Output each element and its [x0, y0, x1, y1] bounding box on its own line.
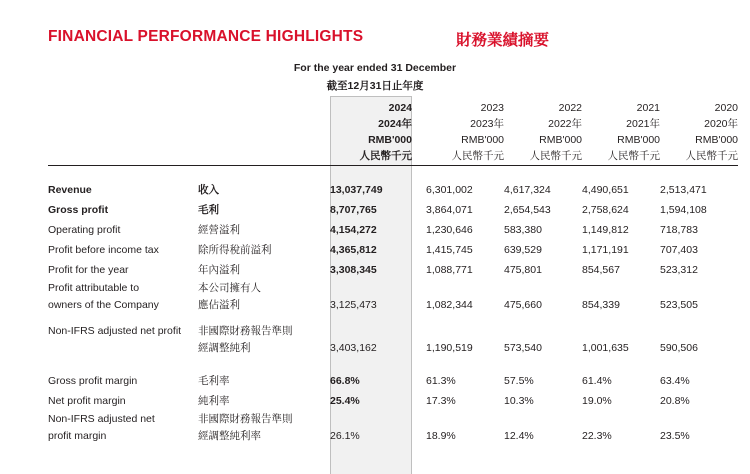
column-header-year-zh-2024: 2024年: [378, 118, 412, 130]
cell-profit-for-year-2023: 1,088,771: [426, 264, 473, 276]
cell-profit-before-tax-2022: 639,529: [504, 244, 542, 256]
row-label-zh-non-ifrs-margin-line2: 經調整純利率: [198, 430, 261, 442]
cell-gross-profit-2022: 2,654,543: [504, 204, 551, 216]
spacer: [48, 357, 738, 371]
header-spacer-en: [48, 100, 198, 116]
row-label-en-profit-attributable-line2: owners of the Company: [48, 299, 159, 311]
cell-profit-for-year-2020: 523,312: [660, 264, 698, 276]
cell-operating-profit-2020: 718,783: [660, 224, 698, 236]
cell-revenue-2022: 4,617,324: [504, 184, 551, 196]
column-header-year-2020: 2020: [714, 102, 738, 114]
cell-gross-profit-margin-2022: 57.5%: [504, 375, 534, 387]
column-header-unit-zh-2024: 人民幣千元: [359, 150, 412, 162]
cell-net-profit-margin-2020: 20.8%: [660, 395, 690, 407]
cell-revenue-2024: 13,037,749: [330, 184, 383, 196]
column-header-unit-zh-2023: 人民幣千元: [451, 150, 504, 162]
column-header-unit-2024: RMB'000: [368, 134, 412, 146]
table-header-unit-zh-row: [48, 148, 738, 164]
cell-operating-profit-2022: 583,380: [504, 224, 542, 236]
row-label-zh-revenue: 收入: [198, 184, 219, 196]
row-label-en-profit-before-tax: Profit before income tax: [48, 244, 159, 256]
row-label-zh-profit-for-year: 年內溢利: [198, 264, 240, 276]
financial-highlights-table: [48, 100, 738, 445]
cell-non-ifrs-net-profit-2023: 1,190,519: [426, 342, 473, 354]
cell-profit-attributable-2021: 854,339: [582, 299, 620, 311]
row-label-en-operating-profit: Operating profit: [48, 224, 121, 236]
row-label-en-profit-attributable-line1: Profit attributable to: [48, 282, 140, 294]
page-header: [0, 28, 750, 58]
table-row: [48, 220, 738, 240]
row-label-en-non-ifrs-margin-line2: profit margin: [48, 430, 107, 442]
column-header-year-2023: 2023: [480, 102, 504, 114]
column-header-year-2021: 2021: [636, 102, 660, 114]
cell-gross-profit-2021: 2,758,624: [582, 204, 629, 216]
cell-operating-profit-2021: 1,149,812: [582, 224, 629, 236]
column-header-year-2022: 2022: [558, 102, 582, 114]
cell-profit-for-year-2022: 475,801: [504, 264, 542, 276]
cell-profit-before-tax-2020: 707,403: [660, 244, 698, 256]
cell-net-profit-margin-2022: 10.3%: [504, 395, 534, 407]
row-label-en-non-ifrs-net-profit-line1: Non-IFRS adjusted net profit: [48, 325, 182, 337]
cell-profit-attributable-2024: 3,125,473: [330, 299, 377, 311]
row-label-zh-profit-before-tax: 除所得稅前溢利: [198, 244, 272, 256]
column-header-year-zh-2021: 2021年: [626, 118, 660, 130]
table-row: [48, 391, 738, 411]
cell-non-ifrs-margin-2021: 22.3%: [582, 430, 612, 442]
cell-profit-before-tax-2021: 1,171,191: [582, 244, 629, 256]
cell-revenue-2021: 4,490,651: [582, 184, 629, 196]
table-row: [48, 323, 738, 340]
row-label-zh-profit-attributable-line1: 本公司擁有人: [198, 282, 261, 294]
spacer: [48, 166, 738, 181]
column-header-unit-2021: RMB'000: [617, 134, 660, 146]
row-label-en-gross-profit: Gross profit: [48, 204, 109, 216]
cell-gross-profit-2023: 3,864,071: [426, 204, 473, 216]
column-header-unit-2023: RMB'000: [461, 134, 504, 146]
period-heading: [0, 62, 750, 93]
cell-non-ifrs-margin-2023: 18.9%: [426, 430, 456, 442]
period-heading-zh: 截至12月31日止年度: [326, 80, 424, 92]
cell-operating-profit-2024: 4,154,272: [330, 224, 377, 236]
period-heading-en: For the year ended 31 December: [293, 62, 457, 74]
row-label-en-non-ifrs-margin-line1: Non-IFRS adjusted net: [48, 413, 155, 425]
row-label-zh-non-ifrs-net-profit-line2: 經調整純利: [198, 342, 251, 354]
column-header-year-zh-2023: 2023年: [470, 118, 504, 130]
cell-profit-for-year-2021: 854,567: [582, 264, 620, 276]
cell-profit-for-year-2024: 3,308,345: [330, 264, 377, 276]
column-header-unit-zh-2020: 人民幣千元: [685, 150, 738, 162]
table-row: [48, 200, 738, 220]
table-header-unit-row: [48, 132, 738, 148]
row-label-en-profit-for-year: Profit for the year: [48, 264, 129, 276]
cell-gross-profit-margin-2020: 63.4%: [660, 375, 690, 387]
table-row: [48, 280, 738, 297]
cell-non-ifrs-margin-2022: 12.4%: [504, 430, 534, 442]
column-header-year-zh-2022: 2022年: [548, 118, 582, 130]
cell-gross-profit-2024: 8,707,765: [330, 204, 377, 216]
table-row: [48, 240, 738, 260]
row-label-zh-non-ifrs-margin-line1: 非國際財務報告準則: [198, 413, 293, 425]
cell-non-ifrs-net-profit-2021: 1,001,635: [582, 342, 629, 354]
page-title-en: FINANCIAL PERFORMANCE HIGHLIGHTS: [48, 28, 364, 45]
cell-profit-attributable-2020: 523,505: [660, 299, 698, 311]
table-row: [48, 297, 738, 314]
table-header-year-zh-row: [48, 116, 738, 132]
cell-non-ifrs-net-profit-2020: 590,506: [660, 342, 698, 354]
row-label-zh-non-ifrs-net-profit-line1: 非國際財務報告準則: [198, 325, 293, 337]
row-label-en-gross-profit-margin: Gross profit margin: [48, 375, 138, 387]
cell-gross-profit-margin-2023: 61.3%: [426, 375, 456, 387]
table-row: [48, 180, 738, 200]
table-header-year-row: [48, 100, 738, 116]
table-row: [48, 411, 738, 428]
row-label-en-net-profit-margin: Net profit margin: [48, 395, 126, 407]
row-label-en-non-ifrs-net-profit-line2: [48, 340, 198, 357]
cell-net-profit-margin-2021: 19.0%: [582, 395, 612, 407]
cell-revenue-2023: 6,301,002: [426, 184, 473, 196]
row-label-zh-gross-profit: 毛利: [198, 204, 219, 216]
row-label-zh-net-profit-margin: 純利率: [198, 395, 230, 407]
cell-gross-profit-margin-2024: 66.8%: [330, 375, 360, 387]
cell-non-ifrs-margin-2024: 26.1%: [330, 430, 360, 442]
row-label-zh-profit-attributable-line2: 應佔溢利: [198, 299, 240, 311]
cell-non-ifrs-margin-2020: 23.5%: [660, 430, 690, 442]
cell-net-profit-margin-2024: 25.4%: [330, 395, 360, 407]
column-header-unit-2022: RMB'000: [539, 134, 582, 146]
cell-non-ifrs-net-profit-2024: 3,403,162: [330, 342, 377, 354]
column-header-year-zh-2020: 2020年: [704, 118, 738, 130]
cell-net-profit-margin-2023: 17.3%: [426, 395, 456, 407]
cell-gross-profit-margin-2021: 61.4%: [582, 375, 612, 387]
column-header-unit-2020: RMB'000: [695, 134, 738, 146]
table-row: [48, 340, 738, 357]
cell-non-ifrs-net-profit-2022: 573,540: [504, 342, 542, 354]
column-header-year-2024: 2024: [388, 102, 412, 114]
cell-revenue-2020: 2,513,471: [660, 184, 707, 196]
cell-gross-profit-2020: 1,594,108: [660, 204, 707, 216]
page-title-zh: 財務業績摘要: [456, 32, 550, 49]
table-row: [48, 371, 738, 391]
spacer: [48, 314, 738, 323]
cell-operating-profit-2023: 1,230,646: [426, 224, 473, 236]
cell-profit-attributable-2022: 475,660: [504, 299, 542, 311]
row-label-en-revenue: Revenue: [48, 184, 92, 196]
table-row: [48, 428, 738, 445]
table-row: [48, 260, 738, 280]
column-header-unit-zh-2021: 人民幣千元: [607, 150, 660, 162]
column-header-unit-zh-2022: 人民幣千元: [529, 150, 582, 162]
header-spacer-zh: [198, 100, 330, 116]
row-label-zh-operating-profit: 經營溢利: [198, 224, 240, 236]
cell-profit-before-tax-2024: 4,365,812: [330, 244, 377, 256]
cell-profit-before-tax-2023: 1,415,745: [426, 244, 473, 256]
row-label-zh-gross-profit-margin: 毛利率: [198, 375, 230, 387]
cell-profit-attributable-2023: 1,082,344: [426, 299, 473, 311]
